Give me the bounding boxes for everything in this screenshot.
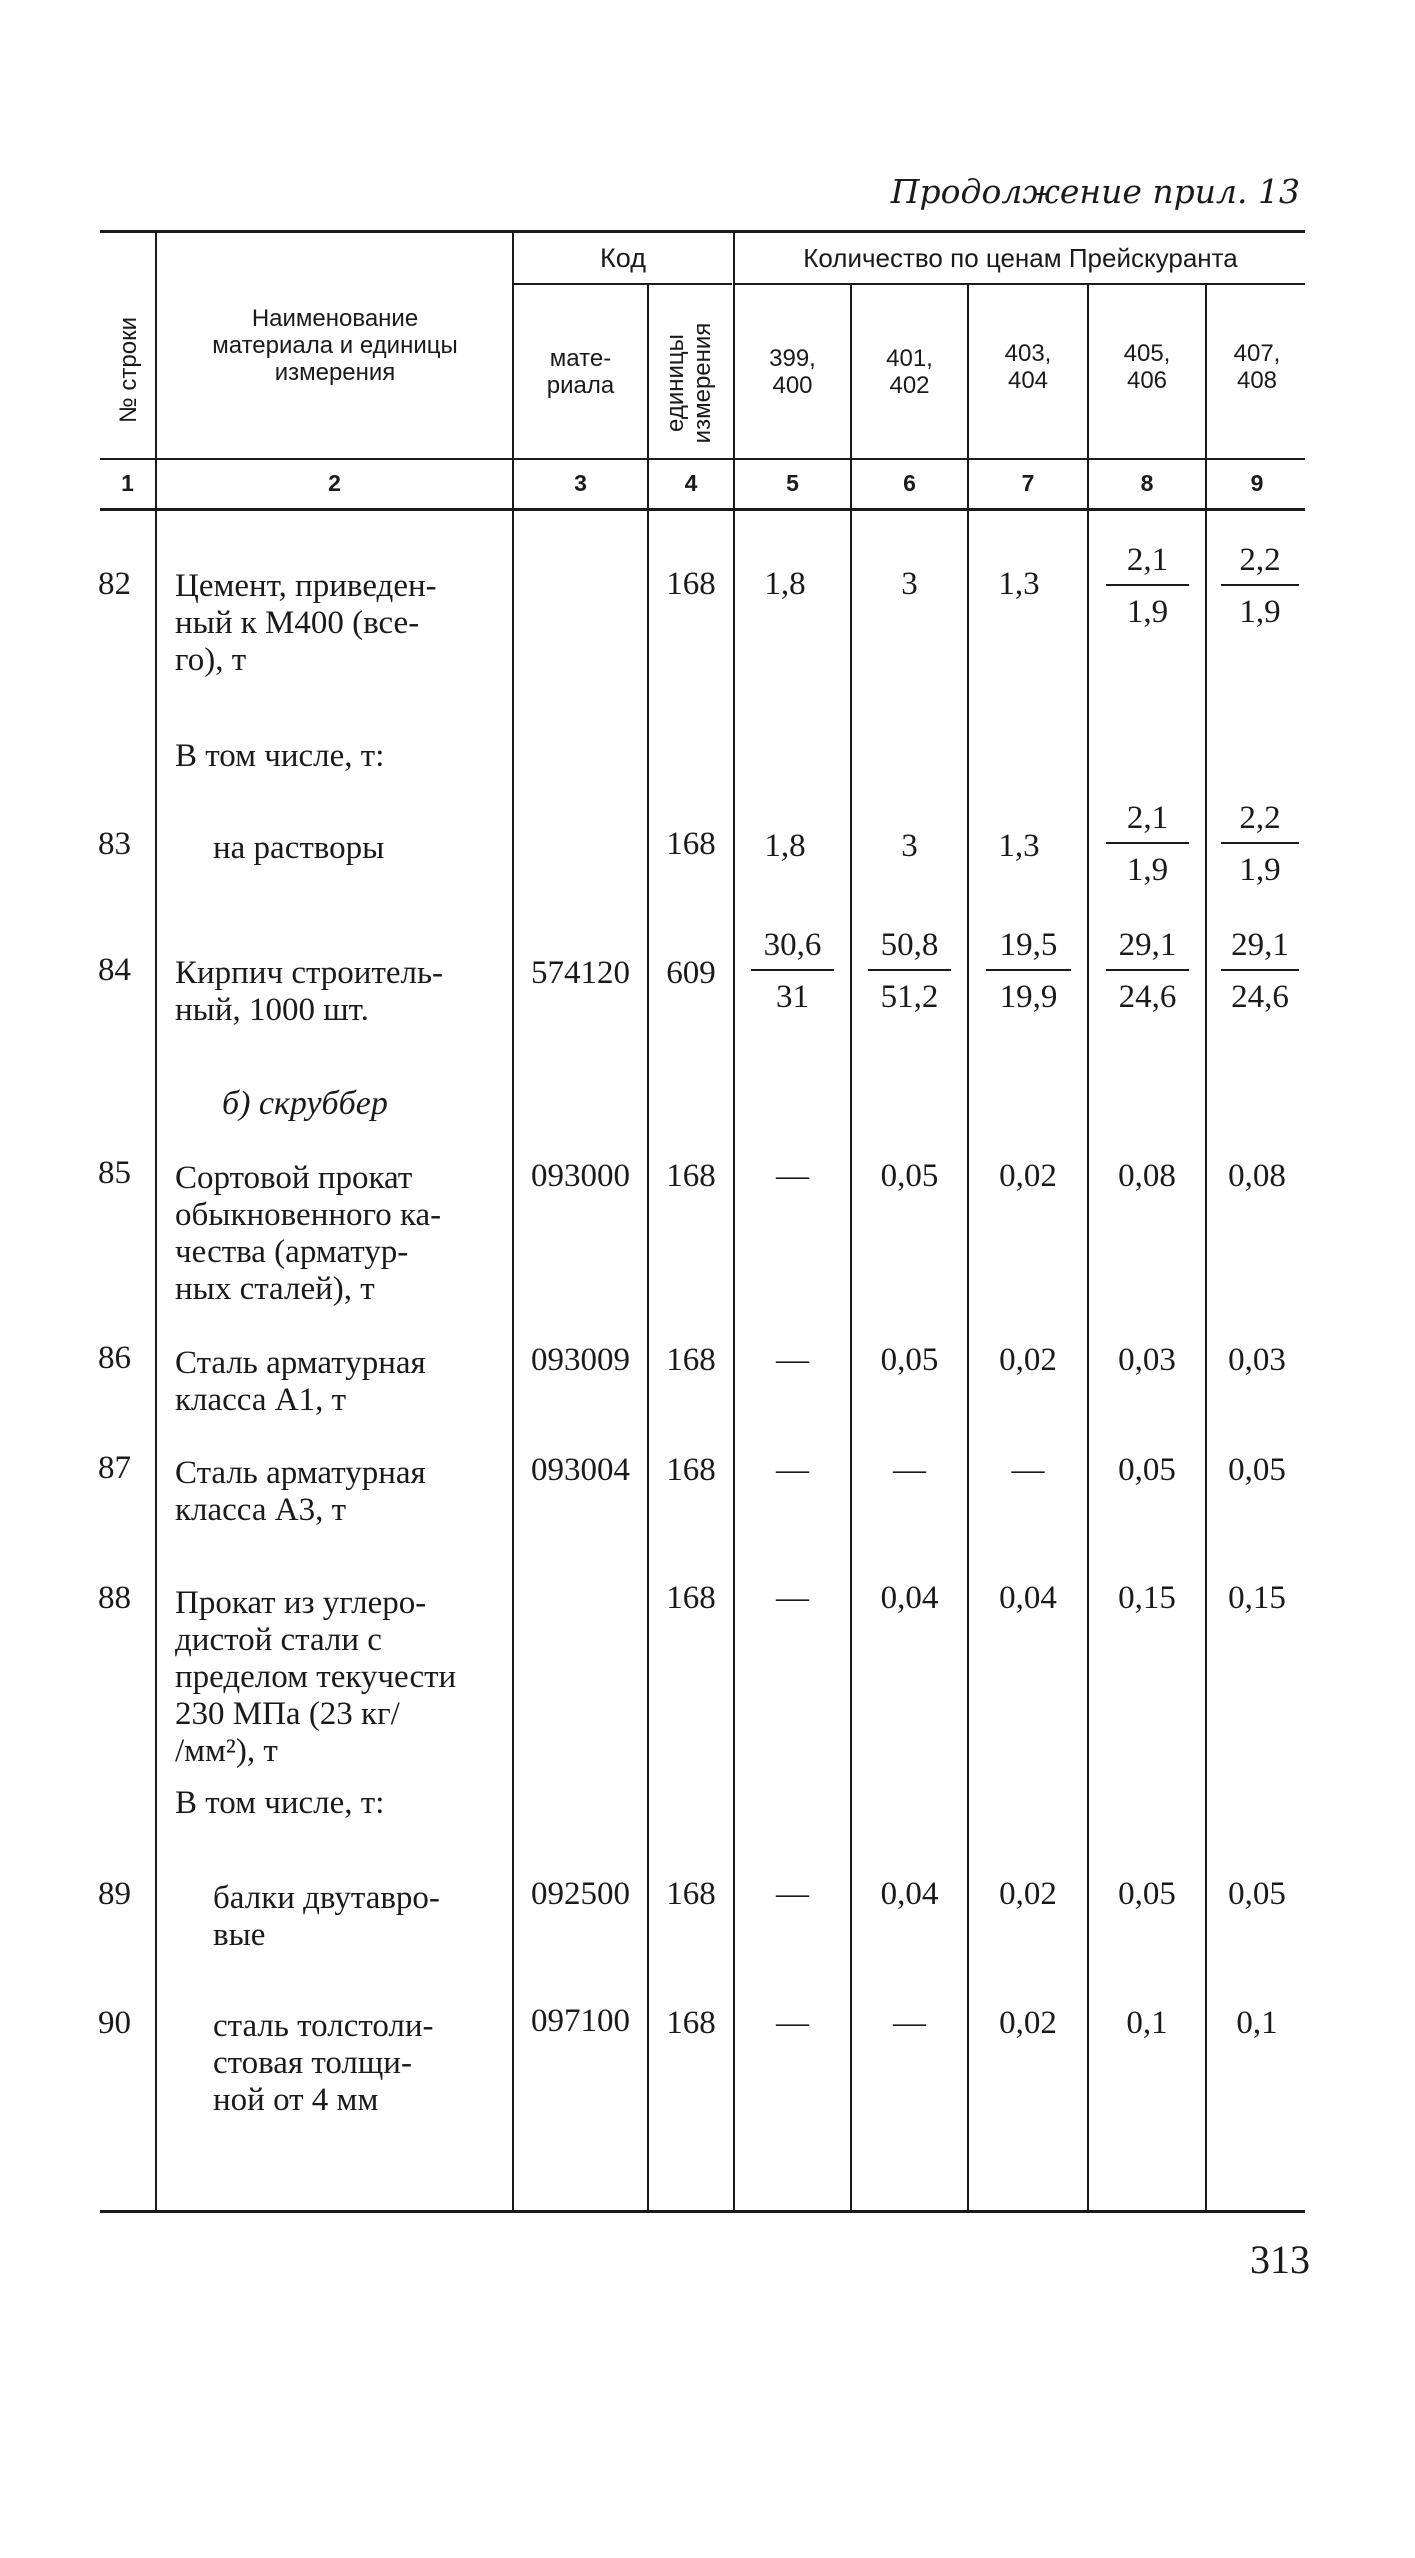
- col-number-7: 7: [1021, 470, 1035, 496]
- price-list-4-line-2: 406: [1126, 367, 1168, 394]
- material-name-line: сталь толстоли-: [213, 2008, 434, 2044]
- value-cell: 0,08: [1228, 1158, 1286, 1194]
- material-name: [175, 1160, 500, 1308]
- material-name-line: Сталь арматурная: [175, 1345, 426, 1381]
- value-cell: —: [1011, 1452, 1045, 1488]
- value-cell: 0,1: [1126, 2005, 1168, 2041]
- material-name-line: 230 МПа (23 кг/: [175, 1696, 400, 1732]
- row-number: 82: [98, 566, 131, 602]
- price-list-5-line-1: 407,: [1233, 340, 1281, 367]
- value-cell: 0,02: [999, 1342, 1057, 1378]
- value-cell: 0,02: [999, 1158, 1057, 1194]
- price-list-1-line-1: 399,: [769, 345, 816, 372]
- header-quantity: Количество по ценам Прейскуранта: [803, 243, 1238, 273]
- material-name-line: балки двутавро-: [213, 1880, 440, 1916]
- material-name-line: вые: [213, 1917, 266, 1953]
- material-name: [175, 1345, 500, 1419]
- fraction-value: [1215, 540, 1305, 632]
- value-cell: —: [776, 1342, 809, 1378]
- value-cell: 0,05: [1228, 1452, 1286, 1488]
- price-list-1-line-2: 400: [772, 372, 813, 399]
- row-number: 90: [98, 2005, 131, 2041]
- value-cell: 0,1: [1236, 2005, 1278, 2041]
- material-name-line: ных сталей), т: [175, 1271, 375, 1307]
- table-top-rule: [100, 230, 1305, 233]
- material-name: [175, 568, 500, 679]
- fraction-denominator: 1,9: [1239, 594, 1281, 630]
- fraction-bar: [1221, 842, 1299, 844]
- fraction-numerator: 19,5: [999, 927, 1058, 963]
- value-cell: 0,08: [1118, 1158, 1176, 1194]
- sub-label: В том числе, т:: [175, 1785, 385, 1821]
- value-cell: 1,8: [764, 566, 806, 602]
- header-row-no: № строки: [115, 317, 142, 424]
- unit-code: 168: [666, 1876, 716, 1912]
- unit-code: 168: [666, 1342, 716, 1378]
- price-list-2-line-1: 401,: [886, 345, 933, 372]
- material-name-line: ный к М400 (все-: [175, 605, 420, 641]
- row-number: 86: [98, 1340, 131, 1376]
- fraction-value: [1215, 798, 1305, 890]
- unit-code: 168: [666, 1580, 716, 1616]
- material-name-line: Кирпич строитель-: [175, 955, 444, 991]
- header-price-list-5: [1207, 340, 1307, 394]
- fraction-numerator: 2,1: [1126, 542, 1169, 578]
- fraction-value: [1100, 798, 1195, 890]
- fraction-numerator: 50,8: [880, 927, 939, 963]
- fraction-numerator: 30,6: [763, 927, 822, 963]
- row-number: 87: [98, 1450, 131, 1486]
- col-divider-1: [155, 232, 157, 2210]
- row-number: 88: [98, 1580, 131, 1616]
- value-cell: 0,05: [1118, 1876, 1176, 1912]
- material-name: [175, 1455, 500, 1529]
- col-number-9: 9: [1250, 470, 1264, 496]
- fraction-bar: [1106, 969, 1189, 971]
- value-cell: 0,02: [999, 1876, 1057, 1912]
- col-divider-8: [1205, 284, 1207, 2210]
- material-name-line: /мм²), т: [175, 1733, 278, 1769]
- material-name-line: чества (арматур-: [175, 1234, 409, 1270]
- header-code-unit-line-2: измерения: [689, 322, 716, 444]
- col-number-5: 5: [786, 470, 799, 496]
- header-code-unit: [662, 303, 718, 463]
- fraction-denominator: 1,9: [1126, 594, 1169, 630]
- value-cell: 0,05: [880, 1342, 939, 1378]
- value-cell: 0,05: [1118, 1452, 1176, 1488]
- row-number: 85: [98, 1155, 131, 1191]
- value-cell: 0,15: [1228, 1580, 1286, 1616]
- row-number: 84: [98, 952, 131, 988]
- header-price-list-4: [1089, 340, 1205, 394]
- unit-code: 609: [666, 955, 716, 991]
- header-name-line-2: материала и единицы: [212, 332, 458, 359]
- value-cell: 0,05: [880, 1158, 939, 1194]
- value-cell: 0,15: [1118, 1580, 1176, 1616]
- value-cell: —: [893, 1452, 926, 1488]
- price-list-3-line-2: 404: [1007, 367, 1049, 394]
- fraction-denominator: 19,9: [999, 979, 1058, 1015]
- col-number-8: 8: [1140, 470, 1154, 496]
- unit-code: 168: [666, 1158, 716, 1194]
- fraction-bar: [1106, 842, 1189, 844]
- material-name-line: ный, 1000 шт.: [175, 992, 369, 1028]
- value-cell: 0,05: [1228, 1876, 1286, 1912]
- header-name-line-1: Наименование: [251, 305, 419, 332]
- material-name: [213, 830, 503, 867]
- col-divider-4: [733, 232, 735, 2210]
- fraction-bar: [986, 969, 1071, 971]
- value-cell: —: [893, 2005, 926, 2041]
- value-cell: 1,3: [998, 828, 1040, 864]
- page-number: 313: [1250, 2237, 1310, 2282]
- material-name: [213, 2008, 503, 2119]
- header-code-unit-line-1: единицы: [662, 334, 689, 432]
- fraction-bar: [1221, 584, 1299, 586]
- fraction-value: [1100, 540, 1195, 632]
- material-name-line: класса А1, т: [175, 1382, 346, 1418]
- unit-code: 168: [666, 566, 716, 602]
- fraction-value: [862, 925, 957, 1017]
- header-code-material: [514, 345, 647, 399]
- value-cell: 0,04: [880, 1876, 939, 1912]
- value-cell: 1,8: [764, 828, 806, 864]
- material-code: 574120: [531, 955, 630, 991]
- value-cell: —: [776, 1876, 809, 1912]
- col-number-2: 2: [328, 470, 341, 496]
- fraction-value: [745, 925, 840, 1017]
- unit-code: 168: [666, 1452, 716, 1488]
- price-list-2-line-2: 402: [889, 372, 930, 399]
- material-name-line: Сортовой прокат: [175, 1160, 413, 1196]
- fraction-denominator: 24,6: [1118, 979, 1177, 1015]
- material-code: 093000: [531, 1158, 630, 1194]
- row-number: 89: [98, 1876, 131, 1912]
- fraction-value: [980, 925, 1077, 1017]
- fraction-denominator: 24,6: [1231, 979, 1289, 1015]
- material-name-line: го), т: [175, 642, 247, 678]
- material-name: [213, 1880, 503, 1954]
- value-cell: 0,03: [1118, 1342, 1176, 1378]
- header-price-list-3: [969, 340, 1087, 394]
- col-number-1: 1: [121, 470, 134, 496]
- value-cell: —: [776, 1452, 809, 1488]
- column-numbers-rule: [100, 508, 1305, 511]
- col-number-4: 4: [684, 470, 698, 496]
- value-cell: —: [776, 2005, 809, 2041]
- fraction-value: [1215, 925, 1305, 1017]
- fraction-denominator: 1,9: [1126, 852, 1169, 888]
- col-divider-7: [1087, 284, 1089, 2210]
- fraction-numerator: 2,1: [1126, 800, 1169, 836]
- material-name-line: Цемент, приведен-: [175, 568, 437, 604]
- table-bottom-rule: [100, 2210, 1305, 2213]
- value-cell: 0,03: [1228, 1342, 1286, 1378]
- fraction-denominator: 1,9: [1239, 852, 1281, 888]
- material-name-line: на растворы: [213, 830, 385, 866]
- header-code-material-line-2: риала: [546, 372, 615, 399]
- header-price-list-2: [852, 345, 967, 399]
- material-name-line: пределом текучести: [175, 1659, 457, 1695]
- material-name-line: класса А3, т: [175, 1492, 346, 1528]
- continuation-caption: Продолжение прил. 13: [890, 172, 1300, 211]
- value-cell: 0,02: [999, 2005, 1057, 2041]
- material-code: 097100: [531, 2003, 630, 2039]
- material-name-line: обыкновенного ка-: [175, 1197, 442, 1233]
- row-number: 83: [98, 826, 131, 862]
- price-list-3-line-1: 403,: [1004, 340, 1052, 367]
- unit-code: 168: [666, 2005, 716, 2041]
- fraction-value: [1100, 925, 1195, 1017]
- value-cell: 3: [901, 828, 918, 864]
- material-name-line: стовая толщи-: [213, 2045, 412, 2081]
- sub-label: В том числе, т:: [175, 738, 385, 774]
- material-name-line: дистой стали с: [175, 1622, 382, 1658]
- col-number-3: 3: [574, 470, 587, 496]
- fraction-numerator: 29,1: [1231, 927, 1289, 963]
- header-name: [160, 305, 510, 386]
- header-code: Код: [600, 243, 646, 273]
- fraction-numerator: 29,1: [1118, 927, 1177, 963]
- fraction-numerator: 2,2: [1239, 800, 1281, 836]
- header-name-line-3: измерения: [274, 359, 396, 386]
- price-list-4-line-1: 405,: [1123, 340, 1171, 367]
- material-name: [175, 1585, 500, 1770]
- material-code: 093009: [531, 1342, 630, 1378]
- fraction-denominator: 51,2: [880, 979, 939, 1015]
- fraction-bar: [751, 969, 834, 971]
- price-list-5-line-2: 408: [1236, 367, 1278, 394]
- material-name-line: ной от 4 мм: [213, 2082, 379, 2118]
- fraction-numerator: 2,2: [1239, 542, 1281, 578]
- fraction-bar: [1221, 969, 1299, 971]
- fraction-bar: [868, 969, 951, 971]
- fraction-denominator: 31: [776, 979, 809, 1015]
- section-heading: б) скруббер: [222, 1085, 388, 1122]
- unit-code: 168: [666, 826, 716, 862]
- value-cell: 1,3: [998, 566, 1040, 602]
- value-cell: —: [776, 1158, 809, 1194]
- value-cell: 0,04: [999, 1580, 1057, 1616]
- fraction-bar: [1106, 584, 1189, 586]
- value-cell: 3: [901, 566, 918, 602]
- value-cell: —: [776, 1580, 809, 1616]
- material-name-line: Сталь арматурная: [175, 1455, 426, 1491]
- material-code: 092500: [531, 1876, 630, 1912]
- header-price-list-1: [735, 345, 850, 399]
- col-divider-2: [512, 232, 514, 2210]
- header-code-material-line-1: мате-: [549, 345, 612, 372]
- material-name-line: Прокат из углеро-: [175, 1585, 427, 1621]
- col-number-6: 6: [903, 470, 916, 496]
- material-name: [175, 955, 500, 1029]
- quantity-subheader-rule: [733, 283, 1305, 285]
- material-code: 093004: [531, 1452, 630, 1488]
- code-subheader-rule: [512, 283, 732, 285]
- value-cell: 0,04: [880, 1580, 939, 1616]
